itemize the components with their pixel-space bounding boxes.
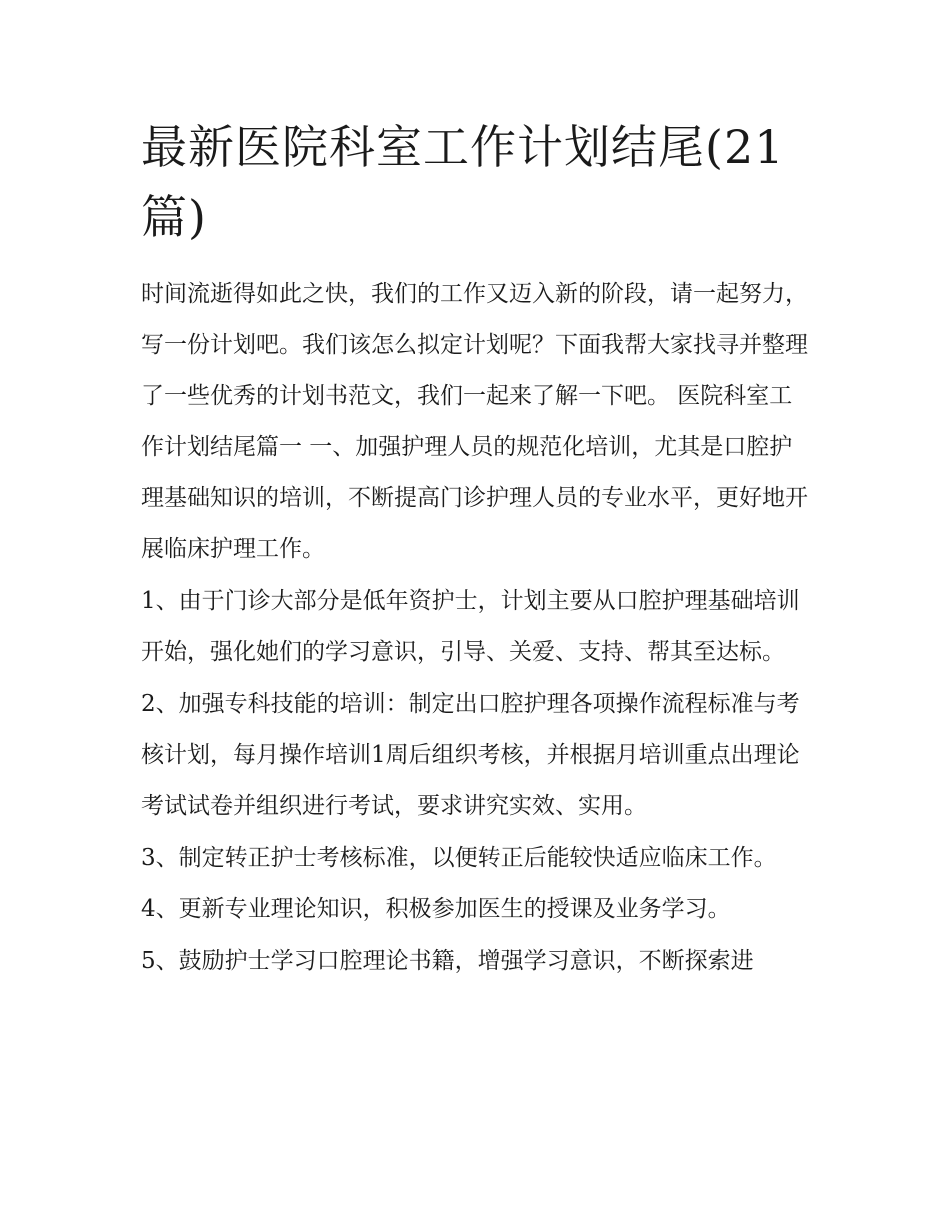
document-page	[141, 112, 813, 987]
paragraph-item-5: 5、鼓励护士学习口腔理论书籍，增强学习意识，不断探索进	[141, 948, 754, 974]
paragraph-intro: 时间流逝得如此之快，我们的工作又迈入新的阶段，请一起努力，写一份计划吧。我们该怎么拟定计划呢？下面我帮大家找寻并整理了一些优秀的计划书范文，我们一起来了解一下吧。 医院科室工作计划结尾篇一 一、加强护理人员的规范化培训，尤其是口腔护理基础知识的培训，不断提高门诊护理人员的专业水平，更好地开展临床护理工作。	[141, 281, 808, 562]
paragraph-item-2: 2、加强专科技能的培训：制定出口腔护理各项操作流程标准与考核计划，每月操作培训1周后组织考核，并根据月培训重点出理论考试试卷并组织进行考试，要求讲究实效、实用。	[141, 691, 800, 819]
paragraph-item-1: 1、由于门诊大部分是低年资护士，计划主要从口腔护理基础培训开始，强化她们的学习意识，引导、关爱、支持、帮其至达标。	[141, 588, 800, 665]
paragraph-item-3-4: 3、制定转正护士考核标准，以便转正后能较快适应临床工作。 4、更新专业理论知识，积极参加医生的授课及业务学习。	[141, 845, 777, 922]
document-title: 最新医院科室工作计划结尾(21篇)	[141, 120, 785, 244]
